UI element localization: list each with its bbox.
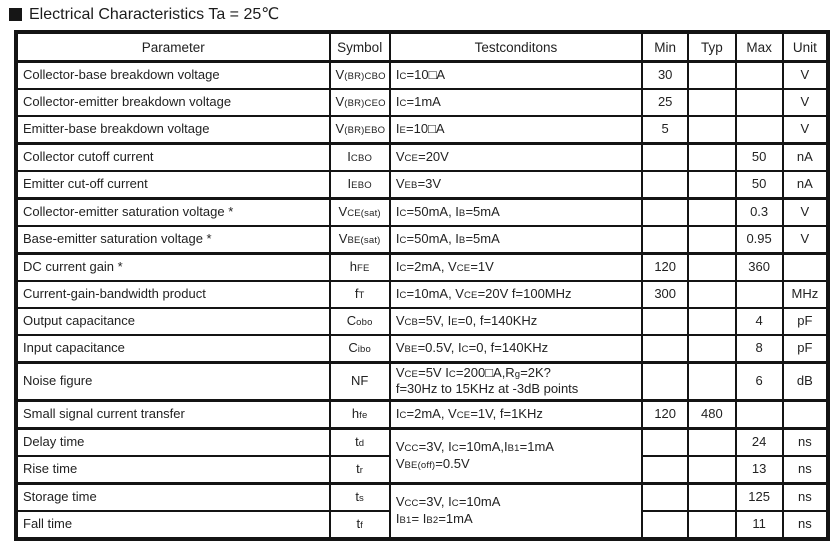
subscript-text: C xyxy=(399,71,407,83)
subscript-text: CBO xyxy=(350,153,373,165)
test-conditions-cell: VBE=0.5V, IC=0, f=140KHz xyxy=(390,335,642,363)
header-min: Min xyxy=(642,32,688,62)
subscript-text: C xyxy=(399,235,407,247)
table-row xyxy=(16,428,828,456)
subscript-text: C xyxy=(399,263,407,275)
parameter-cell: Small signal current transfer xyxy=(16,400,330,428)
test-conditions-cell: VCC=3V, IC=10mA,IB1=1mA VBE(off)=0.5V xyxy=(390,428,642,483)
unit-cell xyxy=(783,400,828,428)
min-cell xyxy=(642,363,688,401)
parameter-cell: Current-gain-bandwidth product xyxy=(16,281,330,308)
min-cell: 300 xyxy=(642,281,688,308)
symbol-cell: hFE xyxy=(330,254,390,282)
symbol-cell: tr xyxy=(330,456,390,484)
unit-cell: V xyxy=(783,199,828,227)
parameter-cell: Delay time xyxy=(16,428,330,456)
subscript-text: E xyxy=(399,125,406,137)
subscript-text: C xyxy=(451,443,459,455)
subscript-text: CE xyxy=(404,153,419,165)
table-row xyxy=(16,62,828,90)
symbol-cell: V(BR)CEO xyxy=(330,89,390,116)
unit-cell: pF xyxy=(783,308,828,335)
test-conditions-cell: VCE=5V IC=200□A,Rg=2K? f=30Hz to 15KHz at -3dB points xyxy=(390,363,642,401)
typ-cell xyxy=(688,308,735,335)
symbol-cell: tf xyxy=(330,511,390,539)
test-conditions-cell: IC=1mA xyxy=(390,89,642,116)
test-conditions-cell: IC=2mA, VCE=1V xyxy=(390,254,642,282)
subscript-text: C xyxy=(451,498,459,510)
unit-cell: V xyxy=(783,89,828,116)
subscript-text: B2 xyxy=(426,514,439,526)
table-row xyxy=(16,226,828,254)
min-cell: 5 xyxy=(642,116,688,144)
typ-cell xyxy=(688,171,735,199)
subscript-text: obo xyxy=(356,317,373,329)
section-marker-icon xyxy=(9,8,22,21)
symbol-cell: NF xyxy=(330,363,390,401)
subscript-text: B xyxy=(458,208,466,220)
header-typ: Typ xyxy=(688,32,735,62)
table-row xyxy=(16,281,828,308)
parameter-cell: DC current gain * xyxy=(16,254,330,282)
subscript-text: s xyxy=(359,492,364,504)
subscript-text: EBO xyxy=(351,180,372,192)
subscript-text: g xyxy=(514,369,521,380)
table-body xyxy=(16,62,828,539)
symbol-cell: Cobo xyxy=(330,308,390,335)
subscript-text: CC xyxy=(404,443,419,455)
table-row xyxy=(16,89,828,116)
table-row xyxy=(16,254,828,282)
max-cell xyxy=(736,116,783,144)
subscript-text: FE xyxy=(357,263,370,275)
typ-cell xyxy=(688,483,735,511)
max-cell: 0.95 xyxy=(736,226,783,254)
test-conditions-cell: IC=50mA, IB=5mA xyxy=(390,199,642,227)
table-row xyxy=(16,116,828,144)
symbol-cell: IEBO xyxy=(330,171,390,199)
min-cell: 30 xyxy=(642,62,688,90)
subscript-text: CE xyxy=(404,369,419,380)
parameter-cell: Collector-base breakdown voltage xyxy=(16,62,330,90)
table-row xyxy=(16,308,828,335)
max-cell: 50 xyxy=(736,144,783,172)
subscript-text: fe xyxy=(359,409,368,421)
parameter-cell: Noise figure xyxy=(16,363,330,401)
max-cell: 11 xyxy=(736,511,783,539)
subscript-text: CE(sat) xyxy=(347,208,381,220)
typ-cell xyxy=(688,428,735,456)
subscript-text: B xyxy=(458,235,466,247)
min-cell xyxy=(642,199,688,227)
unit-cell xyxy=(783,254,828,282)
symbol-cell: Cibo xyxy=(330,335,390,363)
test-conditions-cell: IC=10□A xyxy=(390,62,642,90)
min-cell xyxy=(642,144,688,172)
min-cell xyxy=(642,511,688,539)
typ-cell xyxy=(688,62,735,90)
typ-cell xyxy=(688,116,735,144)
typ-cell xyxy=(688,226,735,254)
header-max: Max xyxy=(736,32,783,62)
parameter-cell: Rise time xyxy=(16,456,330,484)
section-title xyxy=(9,4,279,24)
subscript-text: ibo xyxy=(357,344,372,356)
parameter-cell: Collector-emitter saturation voltage * xyxy=(16,199,330,227)
subscript-text: (BR)CEO xyxy=(344,98,386,110)
subscript-text: B1 xyxy=(399,514,412,526)
subscript-text: (BR)EBO xyxy=(344,125,386,137)
test-conditions-cell: IC=2mA, VCE=1V, f=1KHz xyxy=(390,400,642,428)
subscript-text: BE(sat) xyxy=(347,235,381,247)
unit-cell: ns xyxy=(783,428,828,456)
typ-cell xyxy=(688,281,735,308)
max-cell: 24 xyxy=(736,428,783,456)
max-cell: 13 xyxy=(736,456,783,484)
symbol-cell: VCE(sat) xyxy=(330,199,390,227)
max-cell: 0.3 xyxy=(736,199,783,227)
subscript-text: C xyxy=(399,98,407,110)
typ-cell xyxy=(688,144,735,172)
parameter-cell: Collector cutoff current xyxy=(16,144,330,172)
typ-cell: 480 xyxy=(688,400,735,428)
max-cell: 125 xyxy=(736,483,783,511)
subscript-text: (BR)CBO xyxy=(344,71,386,83)
max-cell xyxy=(736,89,783,116)
typ-cell xyxy=(688,511,735,539)
parameter-cell: Input capacitance xyxy=(16,335,330,363)
max-cell: 4 xyxy=(736,308,783,335)
subscript-text: d xyxy=(358,437,365,449)
parameter-cell: Output capacitance xyxy=(16,308,330,335)
subscript-text: C xyxy=(399,208,407,220)
table-row xyxy=(16,483,828,511)
table-row xyxy=(16,335,828,363)
test-conditions-cell: IC=10mA, VCE=20V f=100MHz xyxy=(390,281,642,308)
header-symbol: Symbol xyxy=(330,32,390,62)
table-row xyxy=(16,171,828,199)
subscript-text: C xyxy=(399,409,407,421)
subscript-text: C xyxy=(448,369,456,380)
unit-cell: V xyxy=(783,226,828,254)
min-cell xyxy=(642,483,688,511)
test-conditions-cell: VCE=20V xyxy=(390,144,642,172)
subscript-text: BE(off) xyxy=(404,459,436,471)
min-cell xyxy=(642,171,688,199)
symbol-cell: ICBO xyxy=(330,144,390,172)
symbol-cell: ts xyxy=(330,483,390,511)
subscript-text: CE xyxy=(456,409,471,421)
subscript-text: C xyxy=(399,290,407,302)
symbol-cell: fT xyxy=(330,281,390,308)
min-cell xyxy=(642,226,688,254)
table-row xyxy=(16,144,828,172)
typ-cell xyxy=(688,199,735,227)
unit-cell: dB xyxy=(783,363,828,401)
subscript-text: E xyxy=(451,317,458,329)
subscript-text: CE xyxy=(463,290,478,302)
subscript-text: B1 xyxy=(507,443,520,455)
max-cell: 8 xyxy=(736,335,783,363)
min-cell: 120 xyxy=(642,400,688,428)
parameter-cell: Emitter cut-off current xyxy=(16,171,330,199)
unit-cell: nA xyxy=(783,144,828,172)
section-title-text: Electrical Characteristics Ta = 25℃ xyxy=(29,6,280,23)
symbol-cell: td xyxy=(330,428,390,456)
unit-cell: V xyxy=(783,62,828,90)
unit-cell: ns xyxy=(783,456,828,484)
table-row xyxy=(16,400,828,428)
typ-cell xyxy=(688,335,735,363)
symbol-cell: hfe xyxy=(330,400,390,428)
subscript-text: C xyxy=(461,344,469,356)
max-cell: 6 xyxy=(736,363,783,401)
subscript-text: f xyxy=(360,519,363,531)
typ-cell xyxy=(688,89,735,116)
test-conditions-cell: VEB=3V xyxy=(390,171,642,199)
parameter-cell: Base-emitter saturation voltage * xyxy=(16,226,330,254)
table-row xyxy=(16,199,828,227)
max-cell: 50 xyxy=(736,171,783,199)
min-cell xyxy=(642,335,688,363)
unit-cell: pF xyxy=(783,335,828,363)
subscript-text: CC xyxy=(404,498,419,510)
test-conditions-cell: IC=50mA, IB=5mA xyxy=(390,226,642,254)
typ-cell xyxy=(688,363,735,401)
unit-cell: MHz xyxy=(783,281,828,308)
subscript-text: CE xyxy=(456,263,471,275)
subscript-text: T xyxy=(358,290,365,302)
test-conditions-cell: VCB=5V, IE=0, f=140KHz xyxy=(390,308,642,335)
parameter-cell: Emitter-base breakdown voltage xyxy=(16,116,330,144)
symbol-cell: V(BR)CBO xyxy=(330,62,390,90)
header-testconditions: Testconditons xyxy=(390,32,642,62)
header-parameter: Parameter xyxy=(16,32,330,62)
unit-cell: V xyxy=(783,116,828,144)
subscript-text: EB xyxy=(404,180,418,192)
parameter-cell: Collector-emitter breakdown voltage xyxy=(16,89,330,116)
unit-cell: nA xyxy=(783,171,828,199)
symbol-cell: VBE(sat) xyxy=(330,226,390,254)
min-cell: 25 xyxy=(642,89,688,116)
min-cell xyxy=(642,308,688,335)
min-cell: 120 xyxy=(642,254,688,282)
test-conditions-cell: VCC=3V, IC=10mA IB1= IB2=1mA xyxy=(390,483,642,539)
electrical-characteristics-table xyxy=(14,30,830,541)
max-cell xyxy=(736,400,783,428)
min-cell xyxy=(642,456,688,484)
symbol-cell: V(BR)EBO xyxy=(330,116,390,144)
unit-cell: ns xyxy=(783,511,828,539)
max-cell xyxy=(736,281,783,308)
max-cell xyxy=(736,62,783,90)
typ-cell xyxy=(688,456,735,484)
parameter-cell: Fall time xyxy=(16,511,330,539)
subscript-text: CB xyxy=(404,317,419,329)
table-row xyxy=(16,363,828,401)
min-cell xyxy=(642,428,688,456)
typ-cell xyxy=(688,254,735,282)
header-unit: Unit xyxy=(783,32,828,62)
test-conditions-cell: IE=10□A xyxy=(390,116,642,144)
unit-cell: ns xyxy=(783,483,828,511)
parameter-cell: Storage time xyxy=(16,483,330,511)
max-cell: 360 xyxy=(736,254,783,282)
subscript-text: r xyxy=(359,464,364,476)
header-row xyxy=(16,32,828,62)
subscript-text: BE xyxy=(404,344,418,356)
